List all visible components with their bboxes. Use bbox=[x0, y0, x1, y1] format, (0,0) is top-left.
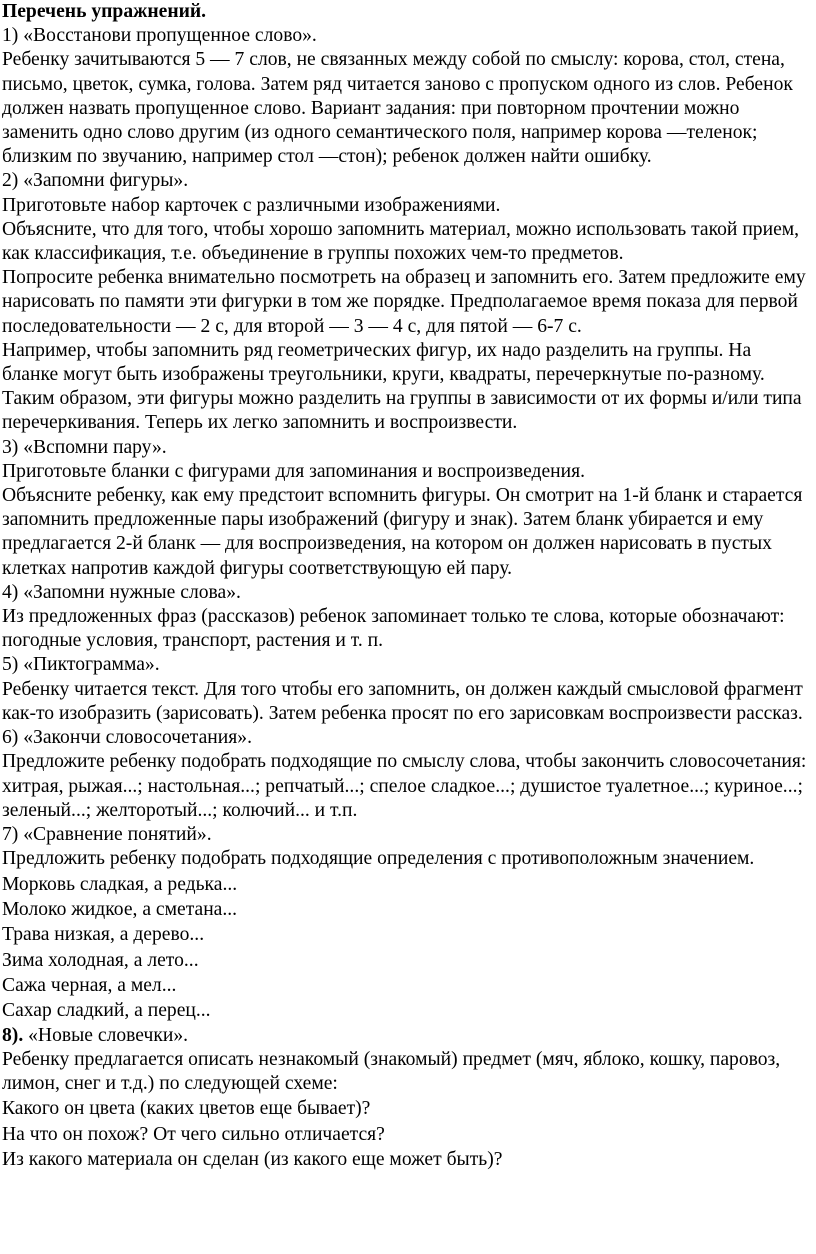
exercise-4-heading: 4) «Запомни нужные слова». bbox=[2, 581, 241, 603]
exercise-3-heading: 3) «Вспомни пару». bbox=[2, 436, 167, 458]
exercise-7-intro: Предложить ребенку подобрать подходящие определения с противоположным значением. bbox=[2, 848, 755, 870]
exercise-5-heading: 5) «Пиктограмма». bbox=[2, 654, 160, 676]
exercise-6-heading: 6) «Закончи словосочетания». bbox=[2, 727, 252, 749]
exercise-1-heading: 1) «Восстанови пропущенное слово». bbox=[2, 25, 317, 47]
comparison-item: Зима холодная, а лето... bbox=[2, 949, 199, 971]
exercise-2-paragraph: Объясните, что для того, чтобы хорошо запомнить материал, можно использовать такой прием, как классификация, т.е. объединение в группы похожих чем-то предметов. bbox=[2, 218, 800, 265]
exercise-8-title: «Новые словечки». bbox=[23, 1024, 189, 1046]
exercise-8-heading bbox=[2, 1024, 812, 1048]
document bbox=[2, 0, 812, 1172]
exercise-4-text: Из предложенных фраз (рассказов) ребенок запоминает только те слова, которые обозначают: погодные условия, транспорт, растения и т. п. bbox=[2, 606, 785, 652]
exercise-2-paragraph: Приготовьте набор карточек с различными изображениями. bbox=[2, 194, 501, 216]
exercise-1-text: Ребенку зачитываются 5 — 7 слов, не связанных между собой по смыслу: корова, стол, стена, письмо, цветок, сумка, голова. Затем ряд читается заново с пропуском одного из слов. Ребенок должен назвать пропущенное слово. Вариант задания: при повторном прочтении можно заменить одно слово другим (из одного семантического поля, например корова —теленок; близким по звучанию, например стол —стон); ребенок должен найти ошибку. bbox=[2, 49, 793, 168]
comparison-item: Молоко жидкое, а сметана... bbox=[2, 898, 238, 920]
exercise-8-intro: Ребенку предлагается описать незнакомый (знакомый) предмет (мяч, яблоко, кошку, паровоз, лимон, снег и т.д.) по следующей схеме: bbox=[2, 1048, 781, 1095]
description-question: Из какого материала он сделан (из какого еще может быть)? bbox=[2, 1149, 503, 1171]
comparison-item: Морковь сладкая, а редька... bbox=[2, 873, 238, 895]
exercise-3-paragraph: Объясните ребенку, как ему предстоит вспомнить фигуры. Он смотрит на 1-й бланк и старается запомнить предложенные пары изображений (фигуру и знак). Затем бланк убирается и ему предлагается 2-й бланк — для воспроизведения, на котором он должен нарисовать в пустых клетках напротив каждой фигуры соответствующую ей пару. bbox=[2, 485, 803, 579]
exercise-2-paragraph: Попросите ребенка внимательно посмотреть на образец и запомнить его. Затем предложите ему нарисовать по памяти эти фигурки в том же порядке. Предполагаемое время показа для первой последовательности — 2 с, для второй — 3 — 4 с, для пятой — 6-7 с. bbox=[2, 267, 806, 337]
exercise-7-heading: 7) «Сравнение понятий». bbox=[2, 823, 212, 845]
exercise-8-number: 8). bbox=[2, 1024, 24, 1046]
description-question: На что он похож? От чего сильно отличается? bbox=[2, 1123, 385, 1145]
exercise-2-paragraph: Например, чтобы запомнить ряд геометрических фигур, их надо разделить на группы. На бланке могут быть изображены треугольники, круги, квадраты, перечеркнутые по-разному. Таким образом, эти фигуры можно разделить на группы в зависимости от их формы и/или типа перечеркивания. Теперь их легко запомнить и воспроизвести. bbox=[2, 339, 802, 434]
comparison-item: Сахар сладкий, а перец... bbox=[2, 1000, 211, 1022]
exercise-2-heading: 2) «Запомни фигуры». bbox=[2, 170, 189, 192]
comparison-item: Сажа черная, а мел... bbox=[2, 975, 177, 997]
description-question: Какого он цвета (каких цветов еще бывает)? bbox=[2, 1098, 371, 1120]
page-title: Перечень упражнений. bbox=[2, 1, 207, 22]
exercise-5-text: Ребенку читается текст. Для того чтобы его запомнить, он должен каждый смысловой фрагмент как-то изобразить (зарисовать). Затем ребенка просят по его зарисовкам воспроизвести рассказ. bbox=[2, 678, 803, 724]
exercise-3-paragraph: Приготовьте бланки с фигурами для запоминания и воспроизведения. bbox=[2, 460, 586, 482]
exercise-6-paragraph: Предложите ребенку подобрать подходящие по смыслу слова, чтобы закончить словосочетания: bbox=[2, 751, 807, 773]
comparison-item: Трава низкая, а дерево... bbox=[2, 924, 205, 946]
exercise-6-paragraph: хитрая, рыжая...; настольная...; репчатый...; спелое сладкое...; душистое туалетное...; куриное...; зеленый...; желторотый...; колючий... и т.п. bbox=[2, 775, 803, 821]
